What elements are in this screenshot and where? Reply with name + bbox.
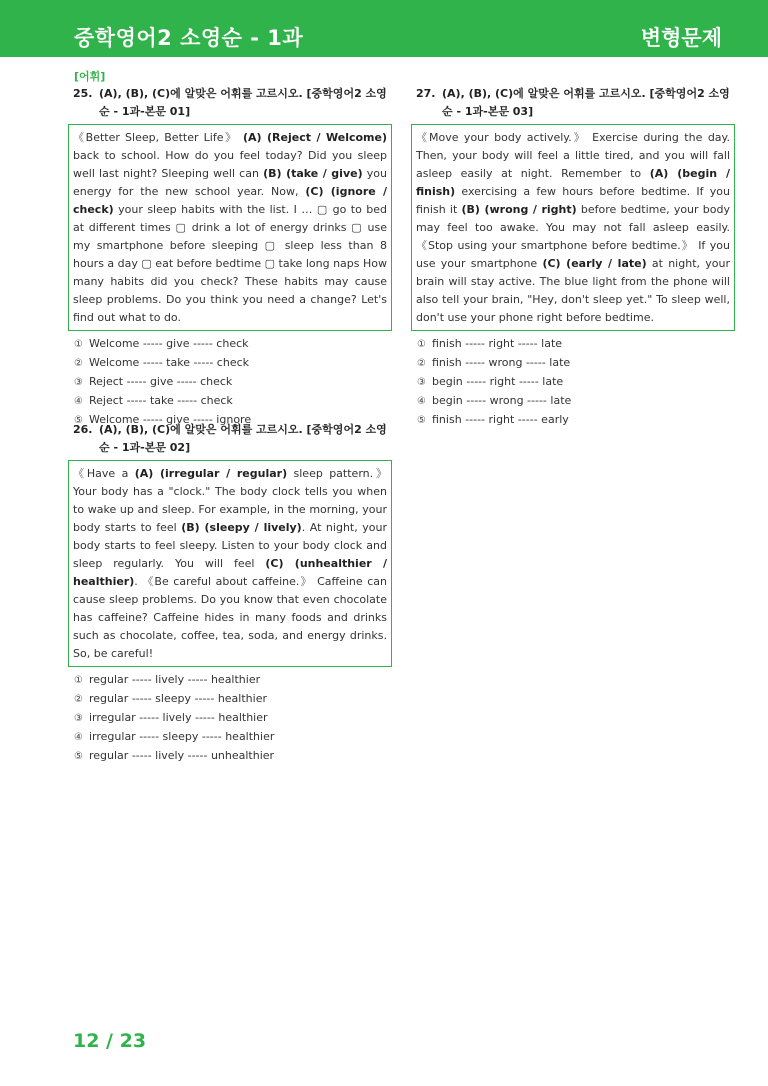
page-number: 12 / 23 (73, 1030, 147, 1052)
passage-box (68, 124, 392, 331)
answer-option (74, 728, 392, 747)
blank-choice: (A) (Reject / Welcome) (242, 131, 387, 144)
answer-options (68, 335, 392, 430)
option-number: ③ (74, 713, 83, 724)
question-27 (411, 85, 735, 430)
answer-option (417, 335, 735, 354)
answer-options (68, 671, 392, 766)
blank-choice: (B) (sleepy / lively) (181, 521, 302, 534)
option-text: Reject ----- give ----- check (89, 375, 233, 388)
passage-text: exercising a few hours before bedtime. If you finish it (416, 185, 730, 216)
option-number: ⑤ (74, 751, 83, 762)
answer-option (74, 392, 392, 411)
answer-option (74, 373, 392, 392)
question-text: (A), (B), (C)에 알맞은 어휘를 고르시오. [중학영어2 소영순 - 1과-본문 02] (99, 423, 387, 454)
option-text: Welcome ----- take ----- check (89, 356, 249, 369)
option-number: ③ (417, 377, 426, 388)
option-text: Welcome ----- give ----- ignore (89, 413, 252, 426)
answer-option (74, 671, 392, 690)
answer-option (74, 335, 392, 354)
passage-text: . 《Be careful about caffeine.》 Caffeine can cause sleep problems. Do you know that even chocolate has caffeine? Caffeine hides in many foods and drinks such as chocolate, coffee, tea, soda, and energy drinks. So, be careful! (73, 575, 387, 660)
option-text: begin ----- wrong ----- late (432, 394, 572, 407)
passage-text: you energy for the new school year. Now, (73, 167, 387, 198)
section-label: [어휘] (74, 70, 106, 83)
passage-text: before bedtime, your body may feel too awake. You may not fall asleep easily. 《Stop using your smartphone before bedtime.》 If you use your smartphone (416, 203, 730, 270)
option-text: Welcome ----- give ----- check (89, 337, 249, 350)
passage-box (411, 124, 735, 331)
option-number: ② (417, 358, 426, 369)
blank-choice: (C) (ignore / check) (73, 185, 387, 216)
question-prompt (68, 421, 392, 457)
option-text: regular ----- sleepy ----- healthier (89, 692, 267, 705)
passage-text: at night, your brain will stay active. The blue light from the phone will also tell your brain, "Hey, don't sleep yet." To sleep well, don't use your phone right before bedtime. (416, 257, 731, 324)
blank-choice: (C) (early / late) (542, 257, 647, 270)
option-text: Reject ----- take ----- check (89, 394, 233, 407)
passage-text: sleep pattern.》 Your body has a "clock." The body clock tells you when to wake up and sleep. For example, in the morning, your body starts to feel (73, 467, 388, 534)
question-26 (68, 421, 392, 766)
answer-option (74, 747, 392, 766)
option-number: ① (74, 339, 83, 350)
option-text: irregular ----- sleepy ----- healthier (89, 730, 275, 743)
option-number: ② (74, 358, 83, 369)
blank-choice: (B) (wrong / right) (461, 203, 577, 216)
answer-option (74, 690, 392, 709)
option-number: ① (74, 675, 83, 686)
option-text: begin ----- right ----- late (432, 375, 564, 388)
option-text: regular ----- lively ----- healthier (89, 673, 261, 686)
option-text: finish ----- right ----- early (432, 413, 569, 426)
question-prompt (411, 85, 735, 121)
option-number: ④ (74, 396, 83, 407)
answer-option (417, 392, 735, 411)
passage-text: 《Move your body actively.》 Exercise during the day. Then, your body will feel a little tired, and you will fall asleep easily at night. Remember to (416, 131, 730, 180)
option-number: ④ (74, 732, 83, 743)
document-type-label: 변형문제 (640, 26, 722, 50)
blank-choice: (C) (unhealthier / healthier) (73, 557, 387, 588)
question-text: (A), (B), (C)에 알맞은 어휘를 고르시오. [중학영어2 소영순 - 1과-본문 01] (99, 87, 387, 118)
passage-text: . At night, your body starts to feel sleepy. Listen to your body clock and sleep regularly. You will feel (73, 521, 387, 570)
answer-option (74, 354, 392, 373)
blank-choice: (A) (begin / finish) (416, 167, 730, 198)
option-number: ① (417, 339, 426, 350)
answer-option (74, 709, 392, 728)
answer-option (417, 373, 735, 392)
passage-text: 《Have a (73, 467, 135, 480)
question-number: 25. (73, 87, 93, 100)
page-header (0, 0, 768, 57)
question-number: 27. (416, 87, 436, 100)
answer-option (417, 354, 735, 373)
document-title: 중학영어2 소영순 - 1과 (74, 26, 304, 50)
option-number: ⑤ (74, 415, 83, 426)
answer-option (417, 411, 735, 430)
option-text: finish ----- wrong ----- late (432, 356, 571, 369)
option-text: irregular ----- lively ----- healthier (89, 711, 268, 724)
passage-text: 《Better Sleep, Better Life》 (73, 131, 243, 144)
passage-text: back to school. How do you feel today? Did you sleep well last night? Sleeping well can (73, 149, 387, 180)
question-number: 26. (73, 423, 93, 436)
passage-box (68, 460, 392, 667)
question-25 (68, 85, 392, 430)
option-number: ② (74, 694, 83, 705)
option-number: ③ (74, 377, 83, 388)
option-text: regular ----- lively ----- unhealthier (89, 749, 275, 762)
blank-choice: (A) (irregular / regular) (134, 467, 288, 480)
blank-choice: (B) (take / give) (263, 167, 363, 180)
question-prompt (68, 85, 392, 121)
option-number: ⑤ (417, 415, 426, 426)
answer-options (411, 335, 735, 430)
option-text: finish ----- right ----- late (432, 337, 563, 350)
option-number: ④ (417, 396, 426, 407)
question-text: (A), (B), (C)에 알맞은 어휘를 고르시오. [중학영어2 소영순 - 1과-본문 03] (442, 87, 730, 118)
passage-text: your sleep habits with the list. I … ▢ go to bed at different times ▢ drink a lot of energy drinks ▢ use my smartphone before sleeping ▢ sleep less than 8 hours a day ▢ eat before bedtime ▢ take long naps How many habits did you check? These habits may cause sleep problems. Do you think you need a change? Let's find out what to do. (73, 203, 387, 324)
